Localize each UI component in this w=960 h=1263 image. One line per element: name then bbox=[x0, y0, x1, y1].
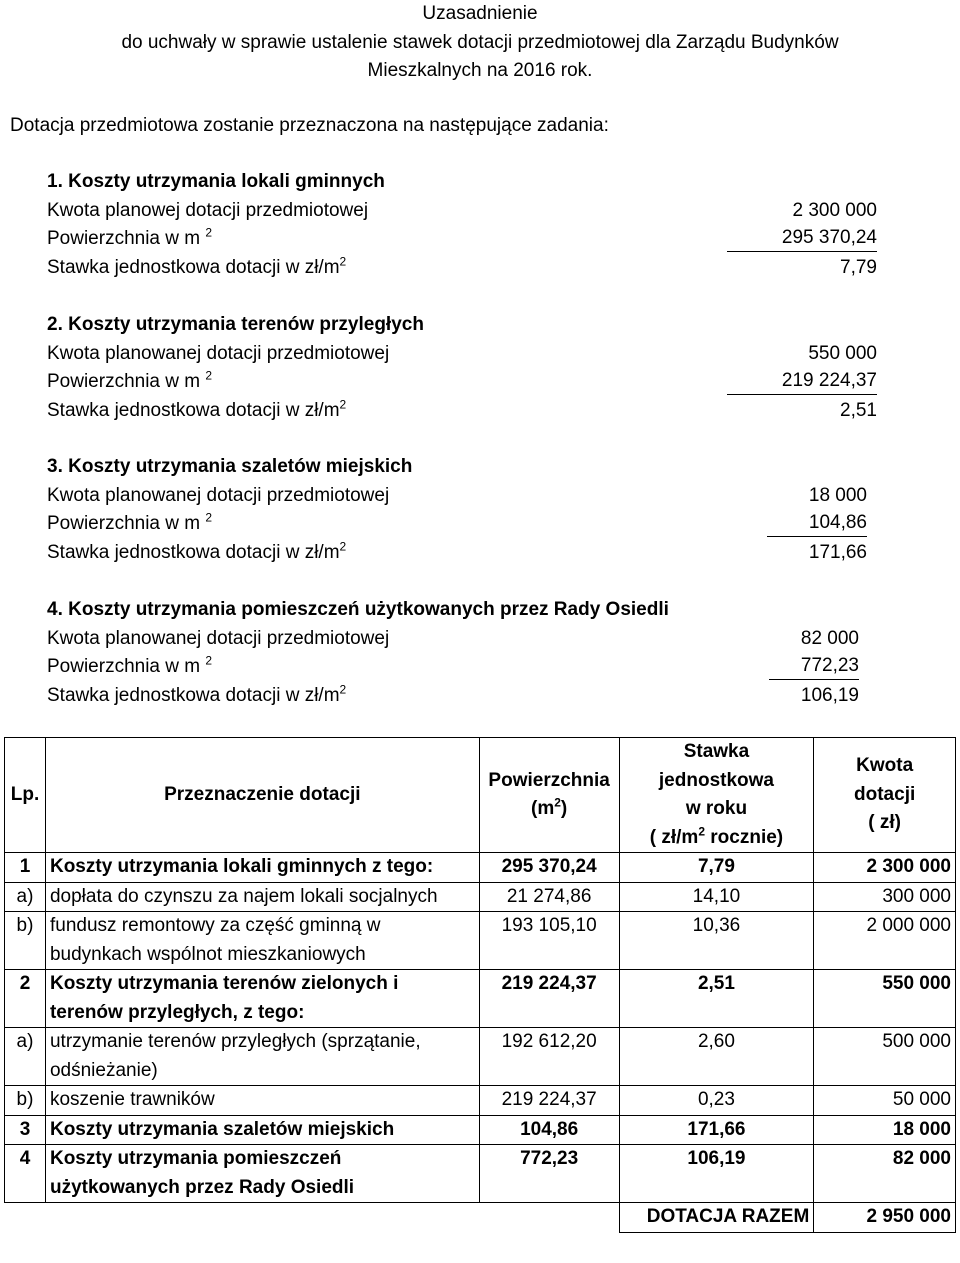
section-title: 1. Koszty utrzymania lokali gminnych bbox=[47, 171, 385, 192]
kwota-value: 82 000 bbox=[800, 627, 859, 649]
pow-label: Powierzchnia w m $^2$ bbox=[47, 653, 213, 677]
doc-subtitle-line1: do uchwały w sprawie ustalenie stawek dotacji przedmiotowej dla Zarządu Budynków bbox=[121, 31, 839, 53]
table-row bbox=[5, 853, 956, 883]
row-pow: 772,23 bbox=[479, 1145, 619, 1203]
stawka-label: Stawka jednostkowa dotacji w $zł/m^2$ bbox=[47, 254, 347, 278]
row-stawka: 2,60 bbox=[619, 1028, 814, 1086]
pow-label: Powierzchnia w m $^2$ bbox=[47, 368, 213, 392]
document-header bbox=[0, 0, 960, 86]
doc-title: Uzasadnienie bbox=[422, 3, 538, 24]
stawka-label: Stawka jednostkowa dotacji w $zł/m^2$ bbox=[47, 397, 347, 421]
row-name: fundusz remontowy za część gminną w budynkach wspólnot mieszkaniowych bbox=[45, 912, 479, 970]
stawka-label: Stawka jednostkowa dotacji w $zł/m^2$ bbox=[47, 539, 347, 563]
total-row bbox=[5, 1203, 956, 1233]
kwota-value: 18 000 bbox=[808, 484, 867, 506]
table-row bbox=[5, 882, 956, 912]
row-kwota: 550 000 bbox=[814, 970, 956, 1028]
pow-value: 219 224,37 bbox=[727, 368, 877, 395]
doc-subtitle-line2: Mieszkalnych na 2016 rok. bbox=[367, 60, 593, 81]
stawka-value: 171,66 bbox=[808, 541, 867, 563]
stawka-value: 2,51 bbox=[840, 399, 877, 421]
kwota-label: Kwota planowej dotacji przedmiotowej bbox=[47, 199, 369, 221]
section-title: 2. Koszty utrzymania terenów przyległych bbox=[47, 314, 424, 335]
stawka-value: 7,79 bbox=[840, 256, 877, 278]
row-lp: a) bbox=[5, 882, 46, 912]
kwota-label: Kwota planowanej dotacji przedmiotowej bbox=[47, 342, 390, 364]
row-stawka: 106,19 bbox=[619, 1145, 814, 1203]
row-kwota: 500 000 bbox=[814, 1028, 956, 1086]
row-lp: 2 bbox=[5, 970, 46, 1028]
table-row bbox=[5, 912, 956, 970]
row-lp: b) bbox=[5, 912, 46, 970]
row-pow: 219 224,37 bbox=[479, 970, 619, 1028]
pow-value: 772,23 bbox=[769, 653, 859, 680]
total-value: 2 950 000 bbox=[814, 1203, 956, 1233]
pow-label: Powierzchnia w m $^2$ bbox=[47, 225, 213, 249]
row-pow: 219 224,37 bbox=[479, 1086, 619, 1116]
row-stawka: 14,10 bbox=[619, 882, 814, 912]
row-pow: 295 370,24 bbox=[479, 853, 619, 883]
row-name: koszenie trawników bbox=[45, 1086, 479, 1116]
row-kwota: 2 300 000 bbox=[814, 853, 956, 883]
row-kwota: 50 000 bbox=[814, 1086, 956, 1116]
section-1 bbox=[47, 168, 877, 282]
stawka-label: Stawka jednostkowa dotacji w $zł/m^2$ bbox=[47, 682, 347, 706]
stawka-value: 106,19 bbox=[800, 684, 859, 706]
header-stawka: Stawka jednostkowa w roku ( $zł/m^2$ rocznie) bbox=[619, 738, 814, 853]
row-stawka: 10,36 bbox=[619, 912, 814, 970]
row-lp: 1 bbox=[5, 853, 46, 883]
row-name: dopłata do czynszu za najem lokali socjalnych bbox=[45, 882, 479, 912]
row-name: Koszty utrzymania terenów zielonych i terenów przyległych, z tego: bbox=[45, 970, 479, 1028]
intro-text: Dotacja przedmiotowa zostanie przeznaczona na następujące zadania: bbox=[10, 115, 609, 136]
pow-label: Powierzchnia w m $^2$ bbox=[47, 510, 213, 534]
header-powierzchnia: Powierzchnia $(m^2)$ bbox=[479, 738, 619, 853]
subsidy-table bbox=[4, 737, 956, 1233]
row-name: utrzymanie terenów przyległych (sprzątanie, odśnieżanie) bbox=[45, 1028, 479, 1086]
section-title: 4. Koszty utrzymania pomieszczeń użytkowanych przez Rady Osiedli bbox=[47, 599, 669, 620]
section-3 bbox=[47, 453, 867, 567]
kwota-value: 550 000 bbox=[808, 342, 877, 364]
total-label: DOTACJA RAZEM bbox=[619, 1203, 814, 1233]
section-title: 3. Koszty utrzymania szaletów miejskich bbox=[47, 456, 413, 477]
table-row bbox=[5, 970, 956, 1028]
kwota-label: Kwota planowanej dotacji przedmiotowej bbox=[47, 484, 390, 506]
kwota-label: Kwota planowanej dotacji przedmiotowej bbox=[47, 627, 390, 649]
table-header-row bbox=[5, 738, 956, 853]
row-name: Koszty utrzymania lokali gminnych z tego: bbox=[45, 853, 479, 883]
row-kwota: 300 000 bbox=[814, 882, 956, 912]
table-row bbox=[5, 1115, 956, 1145]
row-stawka: 171,66 bbox=[619, 1115, 814, 1145]
section-4 bbox=[47, 596, 859, 710]
row-pow: 193 105,10 bbox=[479, 912, 619, 970]
header-lp: Lp. bbox=[5, 738, 46, 853]
row-lp: 4 bbox=[5, 1145, 46, 1203]
kwota-value: 2 300 000 bbox=[792, 199, 877, 221]
header-kwota: Kwota dotacji ( zł) bbox=[814, 738, 956, 853]
row-lp: b) bbox=[5, 1086, 46, 1116]
header-przeznaczenie: Przeznaczenie dotacji bbox=[45, 738, 479, 853]
row-stawka: 2,51 bbox=[619, 970, 814, 1028]
pow-value: 104,86 bbox=[767, 510, 867, 537]
row-pow: 104,86 bbox=[479, 1115, 619, 1145]
row-name: Koszty utrzymania pomieszczeń użytkowanych przez Rady Osiedli bbox=[45, 1145, 479, 1203]
row-pow: 21 274,86 bbox=[479, 882, 619, 912]
table-row bbox=[5, 1145, 956, 1203]
row-pow: 192 612,20 bbox=[479, 1028, 619, 1086]
row-lp: a) bbox=[5, 1028, 46, 1086]
row-stawka: 7,79 bbox=[619, 853, 814, 883]
row-kwota: 82 000 bbox=[814, 1145, 956, 1203]
row-name: Koszty utrzymania szaletów miejskich bbox=[45, 1115, 479, 1145]
row-lp: 3 bbox=[5, 1115, 46, 1145]
section-2 bbox=[47, 311, 877, 425]
row-stawka: 0,23 bbox=[619, 1086, 814, 1116]
pow-value: 295 370,24 bbox=[727, 225, 877, 252]
table-row bbox=[5, 1028, 956, 1086]
table-row bbox=[5, 1086, 956, 1116]
row-kwota: 18 000 bbox=[814, 1115, 956, 1145]
row-kwota: 2 000 000 bbox=[814, 912, 956, 970]
